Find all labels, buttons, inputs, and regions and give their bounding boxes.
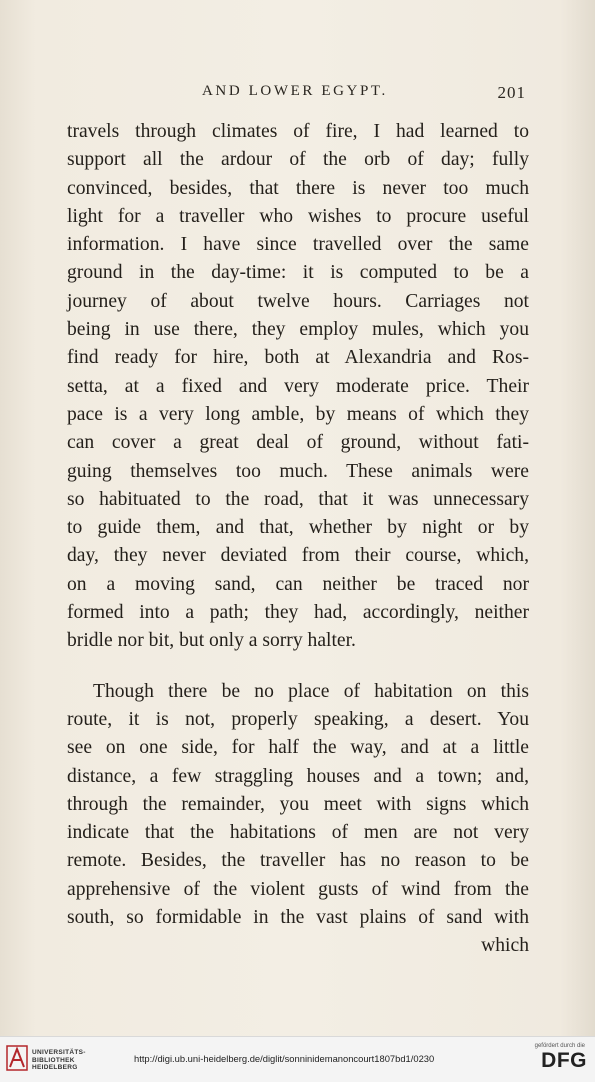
- text-line: formed into a path; they had, accordingly, neither: [67, 602, 529, 624]
- library-name-line: HEIDELBERG: [32, 1064, 78, 1071]
- funder-note: gefördert durch die: [534, 1043, 585, 1049]
- dfg-logo: DFG: [541, 1049, 587, 1072]
- text-line: convinced, besides, that there is never too much: [67, 177, 529, 199]
- viewer-footer: [0, 1036, 595, 1082]
- paragraph-gap: [67, 656, 529, 678]
- text-line: south, so formidable in the vast plains of sand with: [67, 907, 529, 929]
- page-number: 201: [497, 83, 526, 102]
- library-name[interactable]: [32, 1049, 112, 1072]
- dfg-funder[interactable]: [525, 1043, 587, 1073]
- text-line: ground in the day-time: it is computed to be a: [67, 262, 529, 284]
- body-text: [67, 118, 529, 961]
- heidelberg-library-logo-icon[interactable]: [6, 1045, 28, 1071]
- text-line: route, it is not, properly speaking, a desert. You: [67, 708, 529, 730]
- text-line: day, they never deviated from their course, which,: [67, 545, 529, 567]
- text-line: to guide them, and that, whether by night or by: [67, 517, 529, 539]
- text-line: on a moving sand, can neither be traced nor: [67, 573, 529, 595]
- text-line: setta, at a fixed and very moderate price. Their: [67, 375, 529, 397]
- text-line: support all the ardour of the orb of day; fully: [67, 149, 529, 171]
- text-line: distance, a few straggling houses and a town; and,: [67, 765, 529, 787]
- text-line: journey of about twelve hours. Carriages not: [67, 290, 529, 312]
- text-line: find ready for hire, both at Alexandria and Ros-: [67, 347, 529, 369]
- library-name-line: UNIVERSITÄTS-: [32, 1049, 86, 1056]
- library-name-line: BIBLIOTHEK: [32, 1056, 75, 1064]
- text-line: guing themselves too much. These animals were: [67, 460, 529, 482]
- text-line: remote. Besides, the traveller has no reason to be: [67, 850, 529, 872]
- text-line: light for a traveller who wishes to procure useful: [67, 205, 529, 227]
- text-line: pace is a very long amble, by means of which they: [67, 403, 529, 425]
- paragraph-first-line: Though there be no place of habitation on this: [93, 680, 529, 702]
- page-header: [66, 83, 526, 105]
- text-line: see on one side, for half the way, and at a little: [67, 737, 529, 759]
- text-line: being in use there, they employ mules, which you: [67, 319, 529, 341]
- text-line: apprehensive of the violent gusts of wind from the: [67, 878, 529, 900]
- catchword: which: [481, 935, 529, 957]
- text-line: information. I have since travelled over the same: [67, 234, 529, 256]
- permalink-url[interactable]: http://digi.ub.uni-heidelberg.de/diglit/sonninidemanoncourt1807bd1/0230: [134, 1053, 435, 1064]
- text-line: so habituated to the road, that it was unnecessary: [67, 488, 529, 510]
- text-line: travels through climates of fire, I had learned to: [67, 121, 529, 142]
- text-line: indicate that the habitations of men are not very: [67, 822, 529, 844]
- text-line: can cover a great deal of ground, without fati-: [67, 432, 529, 454]
- text-line: through the remainder, you meet with signs which: [67, 793, 529, 815]
- running-head: AND LOWER EGYPT.: [202, 83, 388, 99]
- paragraph-last-line: bridle nor bit, but only a sorry halter.: [67, 630, 356, 652]
